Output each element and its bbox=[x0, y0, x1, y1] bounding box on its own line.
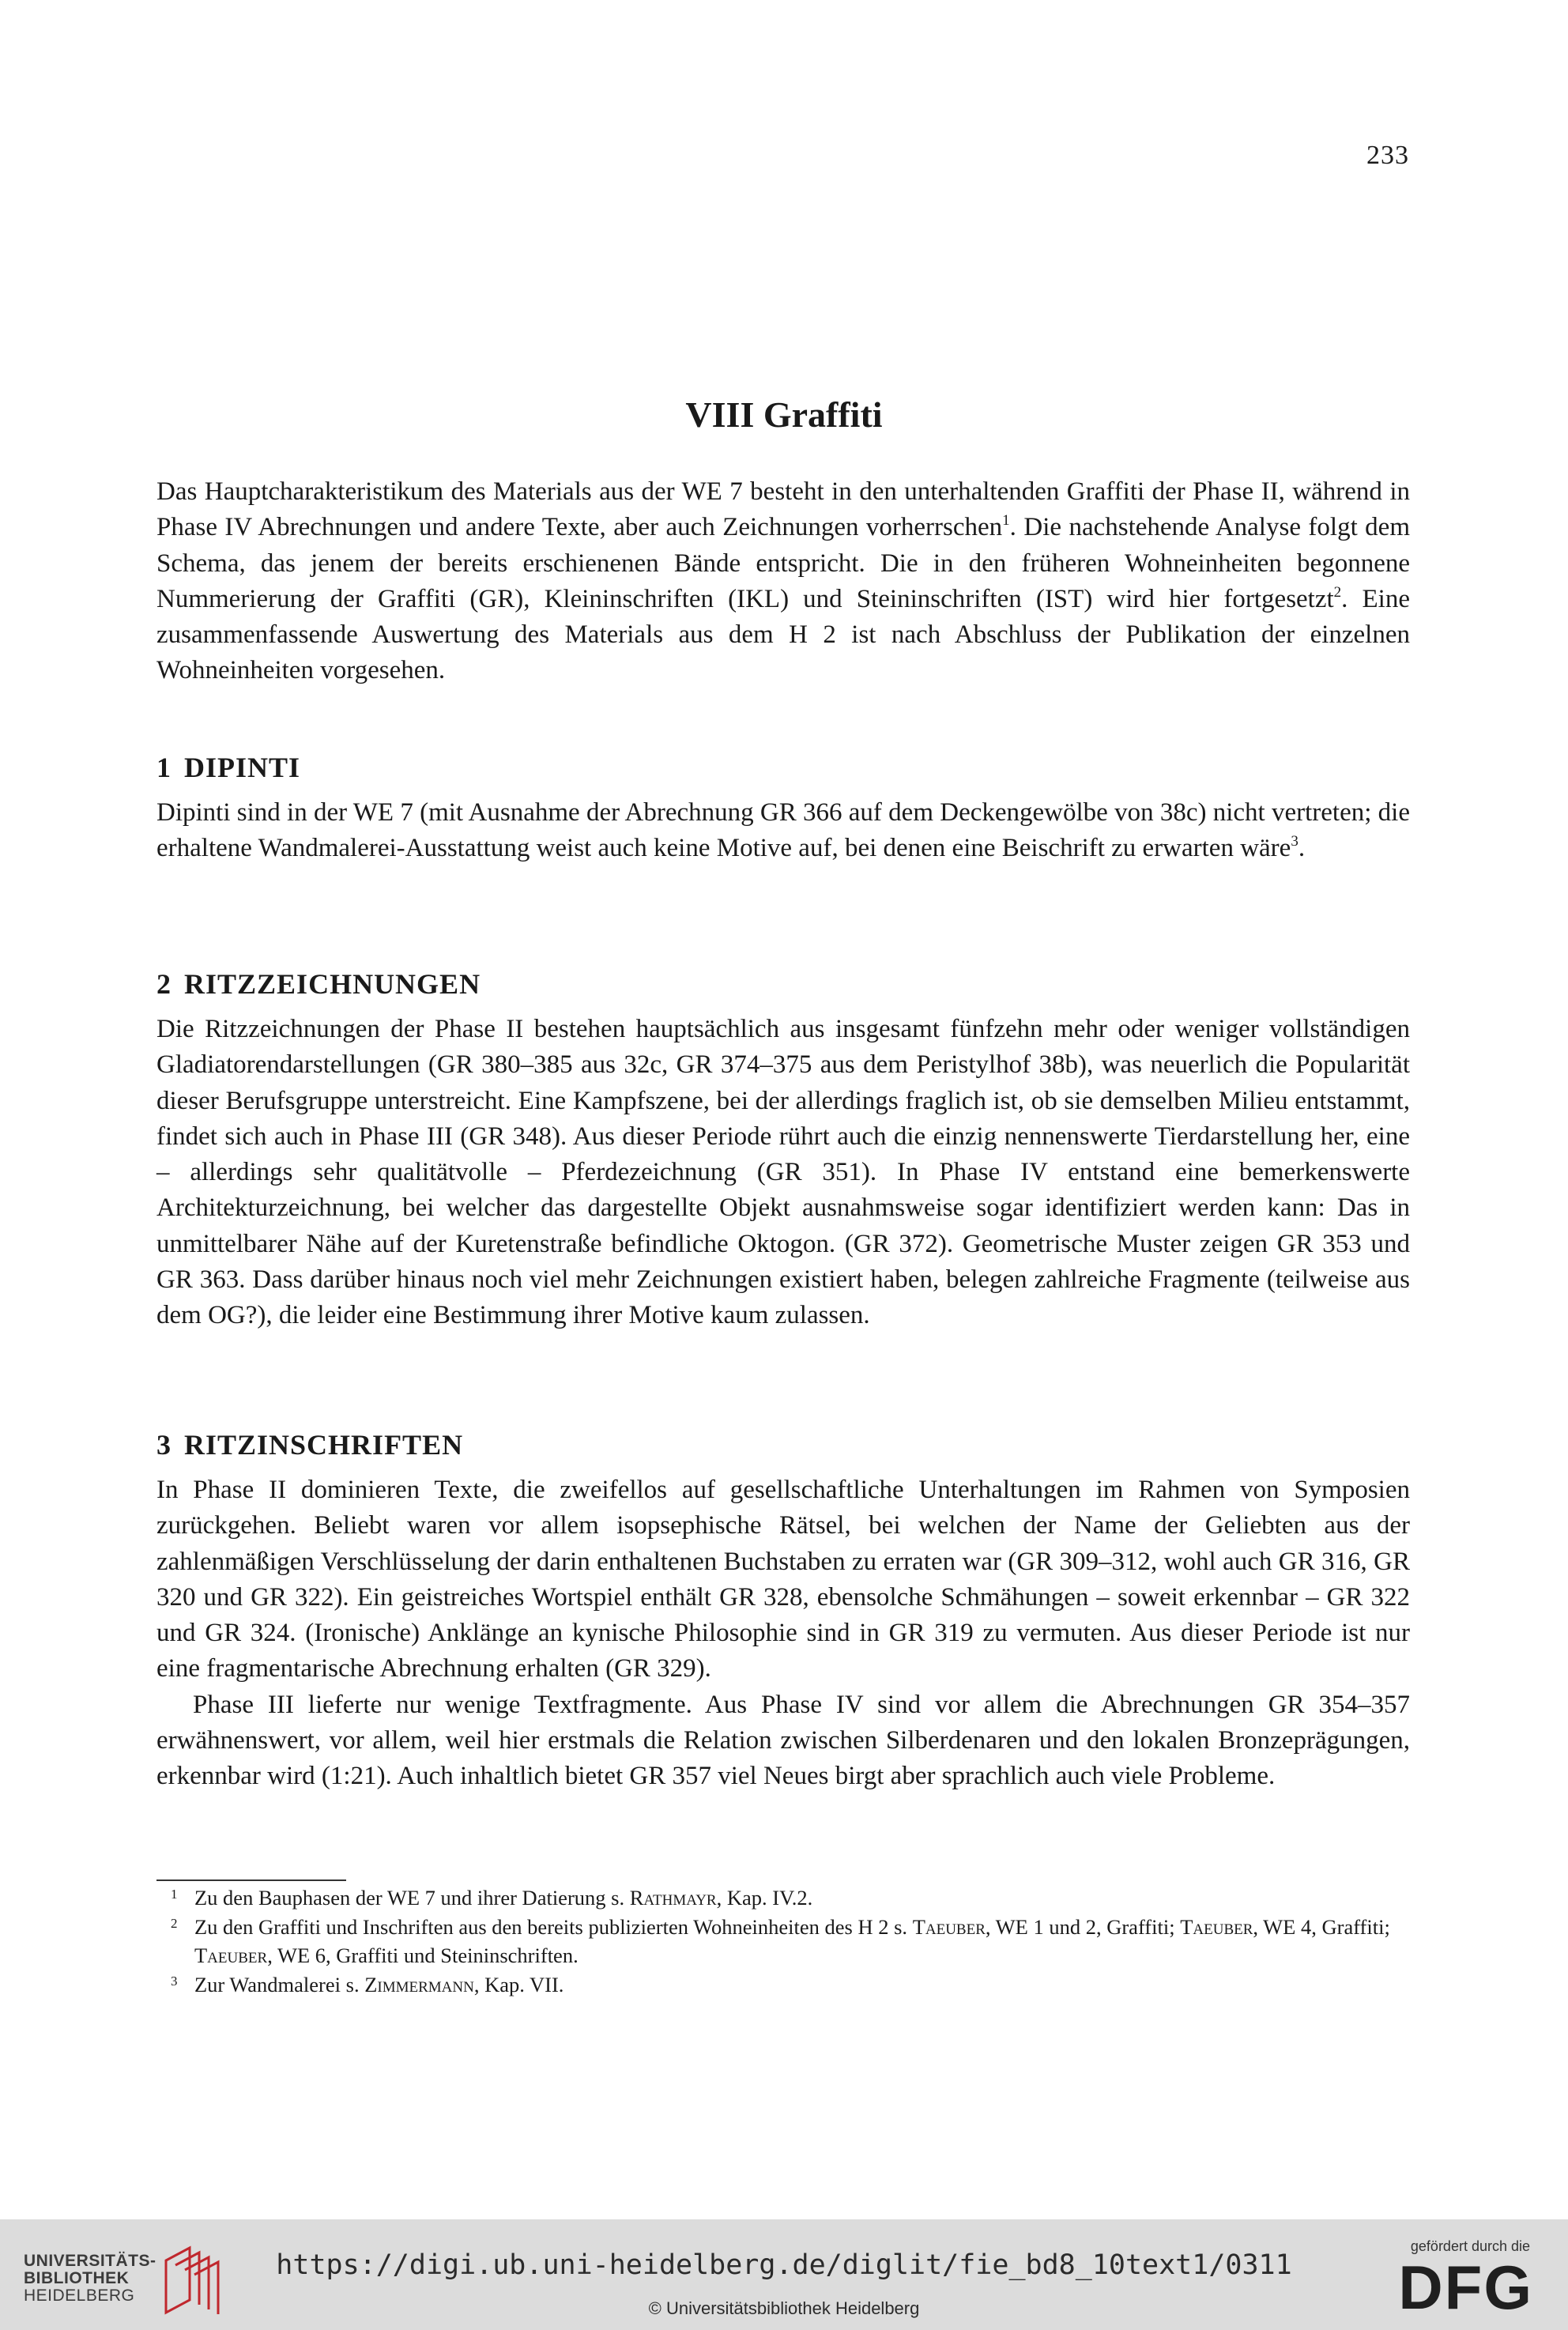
library-name-line-1: UNIVERSITÄTS- bbox=[24, 2252, 156, 2270]
footnote-3 bbox=[156, 1970, 1412, 2000]
section-heading bbox=[156, 748, 1410, 787]
section-number: 3 bbox=[156, 1429, 172, 1461]
footnote-text: Zur Wandmalerei s. bbox=[194, 1972, 365, 1996]
footnote-number: 2 bbox=[171, 1915, 178, 1931]
author-name: Taeuber bbox=[1180, 1914, 1253, 1939]
page-number: 233 bbox=[1366, 141, 1409, 170]
copyright-notice: © Universitätsbibliothek Heidelberg bbox=[648, 2298, 920, 2318]
library-name-line-2: BIBLIOTHEK bbox=[24, 2269, 130, 2287]
footnote-ref-1[interactable]: 1 bbox=[1002, 512, 1010, 530]
footnote-2 bbox=[156, 1913, 1412, 1970]
footnote-ref-3[interactable]: 3 bbox=[1291, 833, 1298, 850]
author-name: Taeuber bbox=[912, 1914, 986, 1939]
footnote-divider bbox=[156, 1879, 346, 1881]
footnote-text: , Kap. IV.2. bbox=[716, 1886, 813, 1910]
section-number: 1 bbox=[156, 752, 172, 783]
section-title: RITZZEICHNUNGEN bbox=[184, 968, 481, 1000]
source-url-link[interactable]: https://digi.ub.uni-heidelberg.de/diglit/fie_bd8_10text1/0311 bbox=[276, 2249, 1292, 2281]
footnote-text: , Kap. VII. bbox=[473, 1972, 564, 1996]
section-ritzzeichnungen bbox=[156, 964, 1410, 1334]
footnote-number: 3 bbox=[171, 1973, 178, 1989]
author-name: Zimmermann bbox=[364, 1972, 474, 1996]
section-heading bbox=[156, 964, 1410, 1004]
chapter-title: VIII Graffiti bbox=[685, 394, 883, 435]
footnote-text: , WE 1 und 2, Graffiti; bbox=[985, 1914, 1181, 1939]
section-number: 2 bbox=[156, 968, 172, 1000]
dfg-logo[interactable]: DFG bbox=[1398, 2253, 1533, 2322]
author-name: Taeuber bbox=[194, 1944, 268, 1967]
intro-text-c: . Eine zusammenfassende Auswertung des Materials aus dem H 2 ist nach Abschluss der Publikation der einzelnen Wohneinheiten vorgesehen. bbox=[156, 584, 1410, 685]
section-heading bbox=[156, 1425, 1410, 1465]
intro-paragraph bbox=[156, 474, 1410, 689]
footnote-text: Zu den Bauphasen der WE 7 und ihrer Datierung s. bbox=[194, 1886, 630, 1910]
intro-text-b: . Die nachstehende Analyse folgt dem Schema, das jenem der bereits erschienenen Bände entspricht. Die in den früheren Wohneinheiten begonnene Nummerierung der Graffiti (GR), Kleininschriften (IKL) und Steininschriften (IST) wird hier fortgesetzt bbox=[156, 513, 1410, 613]
footnote-1 bbox=[156, 1883, 1412, 1913]
funder-note: gefördert durch die bbox=[1410, 2238, 1530, 2254]
footnote-text: , WE 6, Graffiti und Steininschriften. bbox=[267, 1944, 579, 1967]
footnote-number: 1 bbox=[171, 1887, 178, 1902]
section-ritzinschriften bbox=[156, 1425, 1410, 1795]
ritzzeichnungen-text: Die Ritzzeichnungen der Phase II bestehen hauptsächlich aus insgesamt fünfzehn mehr oder weniger vollständigen Gladiatorendarstellungen (GR 380–385 aus 32c, GR 374–375 aus dem Peristylhof 38b), was neuerlich die Popularität dieser Berufsgruppe unterstreicht. Eine Kampfszene, bei der allerdings fraglich ist, ob sie demselben Milieu entstammt, findet sich auch in Phase III (GR 348). Aus dieser Periode rührt auch die einzig nennenswerte Tierdarstellung her, eine – allerdings sehr qualitätvolle – Pferdezeichnung (GR 351). In Phase IV entstand eine bemerkenswerte Architekturzeichnung, bei welcher das dargestellte Objekt ausnahmsweise sogar identifiziert werden kann: Das in unmittelbarer Nähe auf der Kuretenstraße befindliche Oktogon. (GR 372). Geometrische Muster zeigen GR 353 und GR 363. Dass darüber hinaus noch viel mehr Zeichnungen existiert haben, belegen zahlreiche Fragmente (teilweise aus dem OG?), die leider eine Bestimmung ihrer Motive kaum zulassen. bbox=[156, 1015, 1410, 1330]
section-title: DIPINTI bbox=[184, 752, 301, 783]
footnote-text: Zu den Graffiti und Inschriften aus den bereits publizierten Wohneinheiten des H 2 s. bbox=[194, 1914, 913, 1939]
library-name-line-3: HEIDELBERG bbox=[24, 2287, 135, 2305]
author-name: Rathmayr bbox=[629, 1886, 717, 1910]
dipinti-text-a: Dipinti sind in der WE 7 (mit Ausnahme der Abrechnung GR 366 auf dem Deckengewölbe von 38c) nicht vertreten; die erhaltene Wandmalerei-Ausstattung weist auch keine Motive auf, bei denen eine Beischrift zu erwarten wäre bbox=[156, 798, 1410, 863]
footnote-ref-2[interactable]: 2 bbox=[1333, 583, 1342, 601]
dipinti-text-b: . bbox=[1298, 834, 1306, 863]
footnote-text: , WE 4, Graffiti; bbox=[1253, 1914, 1390, 1939]
intro-text-a: Das Hauptcharakteristikum des Materials aus der WE 7 besteht in den unterhaltenden Graffiti der Phase II, während in Phase IV Abrechnungen und andere Texte, aber auch Zeichnungen vorherrschen bbox=[156, 477, 1410, 542]
ritzinschriften-paragraph-2: Phase III lieferte nur wenige Textfragmente. Aus Phase IV sind vor allem die Abrechnungen GR 354–357 erwähnenswert, vor allem, weil hier erstmals die Relation zwischen Silberdenaren und den lokalen Bronzeprägungen, erkennbar wird (1:21). Auch inhaltlich bietet GR 357 viel Neues birgt aber sprachlich auch viele Probleme. bbox=[156, 1690, 1410, 1791]
footer-banner bbox=[0, 2219, 1568, 2330]
section-dipinti bbox=[156, 748, 1410, 867]
section-title: RITZINSCHRIFTEN bbox=[184, 1429, 464, 1461]
footnotes bbox=[156, 1883, 1412, 1999]
ritzinschriften-paragraph-1: In Phase II dominieren Texte, die zweifellos auf gesellschaftliche Unterhaltungen im Rahmen von Symposien zurückgehen. Beliebt waren vor allem isopsephische Rätsel, bei welchen der Name der Geliebten aus der zahlenmäßigen Verschlüsselung der darin enthaltenen Buchstaben zu erraten war (GR 309–312, wohl auch GR 316, GR 320 und GR 322). Ein geistreiches Wortspiel enthält GR 328, ebensolche Schmähungen – soweit erkennbar – GR 322 und GR 324. (Ironische) Anklänge an kynische Philosophie sind in GR 319 zu vermuten. Aus dieser Periode ist nur eine fragmentarische Abrechnung erhalten (GR 329). bbox=[156, 1476, 1410, 1683]
